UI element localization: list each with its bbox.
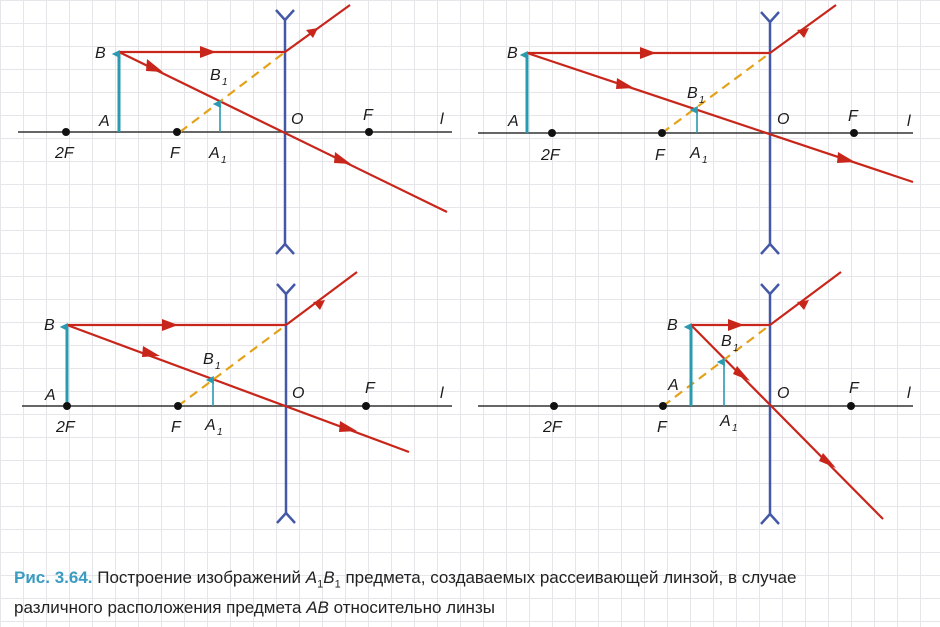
label-a: A [99, 113, 110, 130]
label-b: B [507, 45, 518, 62]
label-2f: 2F [543, 419, 562, 436]
ray-arrow [837, 152, 855, 163]
label-f: F [171, 419, 181, 436]
point-2f [62, 128, 70, 136]
panel-4 [478, 272, 913, 524]
label-a: A [668, 377, 679, 394]
point-f-left [658, 129, 666, 137]
ray-arrow [616, 78, 634, 89]
caption-sub-a: 1 [317, 578, 324, 591]
point-f-left [173, 128, 181, 136]
caption-line2-before: различного расположения предмета [14, 598, 302, 618]
lens-bottom-tip [276, 244, 294, 254]
ray-arrow [797, 300, 809, 310]
label-a1: A [690, 145, 701, 162]
caption-line2-after: относительно линзы [333, 598, 495, 618]
caption-image-b: B [323, 568, 335, 587]
lens-top-tip [761, 12, 779, 22]
figure-caption [14, 566, 929, 620]
label-b1-sub: 1 [699, 95, 705, 106]
ray-arrow [640, 47, 656, 59]
label-axis: l [907, 385, 911, 402]
ray-arrow [728, 319, 744, 331]
label-a1-sub: 1 [221, 155, 227, 166]
label-2f: 2F [55, 145, 74, 162]
point-2f [63, 402, 71, 410]
ray-arrow [334, 152, 351, 164]
point-f-right [847, 402, 855, 410]
label-f-right: F [365, 380, 375, 397]
label-b1: B [687, 85, 698, 102]
label-f-right: F [849, 380, 859, 397]
caption-number: Рис. 3.64. [14, 568, 93, 587]
label-b1: B [203, 351, 214, 368]
label-a1-sub: 1 [732, 423, 738, 434]
point-f-right [365, 128, 373, 136]
panel-1 [18, 5, 452, 254]
label-b: B [44, 317, 55, 334]
label-o: O [291, 111, 304, 128]
lens-bottom-tip [761, 244, 779, 254]
ray-refracted [286, 272, 357, 325]
label-a: A [508, 113, 519, 130]
ray-through-center [67, 325, 409, 452]
label-2f: 2F [541, 147, 560, 164]
ray-arrow [146, 59, 163, 72]
lens-bottom-tip [277, 513, 295, 523]
ray-extension-dashed [663, 325, 770, 406]
caption-sub-b: 1 [334, 578, 341, 591]
label-a1: A [720, 413, 731, 430]
ray-arrow [339, 421, 357, 432]
label-f: F [657, 419, 667, 436]
label-o: O [777, 111, 790, 128]
label-f: F [655, 147, 665, 164]
label-a: A [45, 387, 56, 404]
caption-text-before: Построение изображений [97, 568, 302, 587]
lens-top-tip [276, 10, 294, 20]
panel-3 [22, 272, 452, 523]
ray-arrow [142, 346, 160, 357]
label-a1-sub: 1 [217, 427, 223, 438]
caption-object: AB [306, 598, 329, 618]
panel-2 [478, 5, 913, 254]
label-b1-sub: 1 [215, 361, 221, 372]
label-a1: A [205, 417, 216, 434]
label-f-right: F [363, 107, 373, 124]
point-f-right [850, 129, 858, 137]
ray-refracted [770, 272, 841, 325]
label-axis: l [440, 385, 444, 402]
ray-arrow [200, 46, 216, 58]
ray-arrow [819, 453, 836, 468]
label-axis: l [907, 113, 911, 130]
label-a1-sub: 1 [702, 155, 708, 166]
ray-arrow [162, 319, 178, 331]
label-o: O [292, 385, 305, 402]
caption-image-a: A [305, 568, 318, 587]
point-2f [548, 129, 556, 137]
lens-bottom-tip [761, 514, 779, 524]
label-b1-sub: 1 [733, 343, 739, 354]
label-b: B [667, 317, 678, 334]
label-axis: l [440, 111, 444, 128]
ray-arrow [313, 300, 325, 310]
ray-extension-dashed [662, 53, 770, 133]
caption-text-after: предмета, создаваемых рассеивающей линзой, в случае [345, 568, 797, 587]
label-b1: B [210, 67, 221, 84]
label-f: F [170, 145, 180, 162]
ray-extension-dashed [180, 52, 285, 132]
ray-arrow [733, 366, 750, 381]
label-b1-sub: 1 [222, 77, 228, 88]
lens-top-tip [761, 284, 779, 294]
point-f-left [174, 402, 182, 410]
label-b1: B [721, 333, 732, 350]
point-f-left [659, 402, 667, 410]
label-o: O [777, 385, 790, 402]
label-a1: A [209, 145, 220, 162]
point-2f [550, 402, 558, 410]
label-b: B [95, 45, 106, 62]
ray-extension-dashed [178, 325, 286, 406]
label-f-right: F [848, 108, 858, 125]
label-2f: 2F [56, 419, 75, 436]
lens-top-tip [277, 284, 295, 294]
point-f-right [362, 402, 370, 410]
